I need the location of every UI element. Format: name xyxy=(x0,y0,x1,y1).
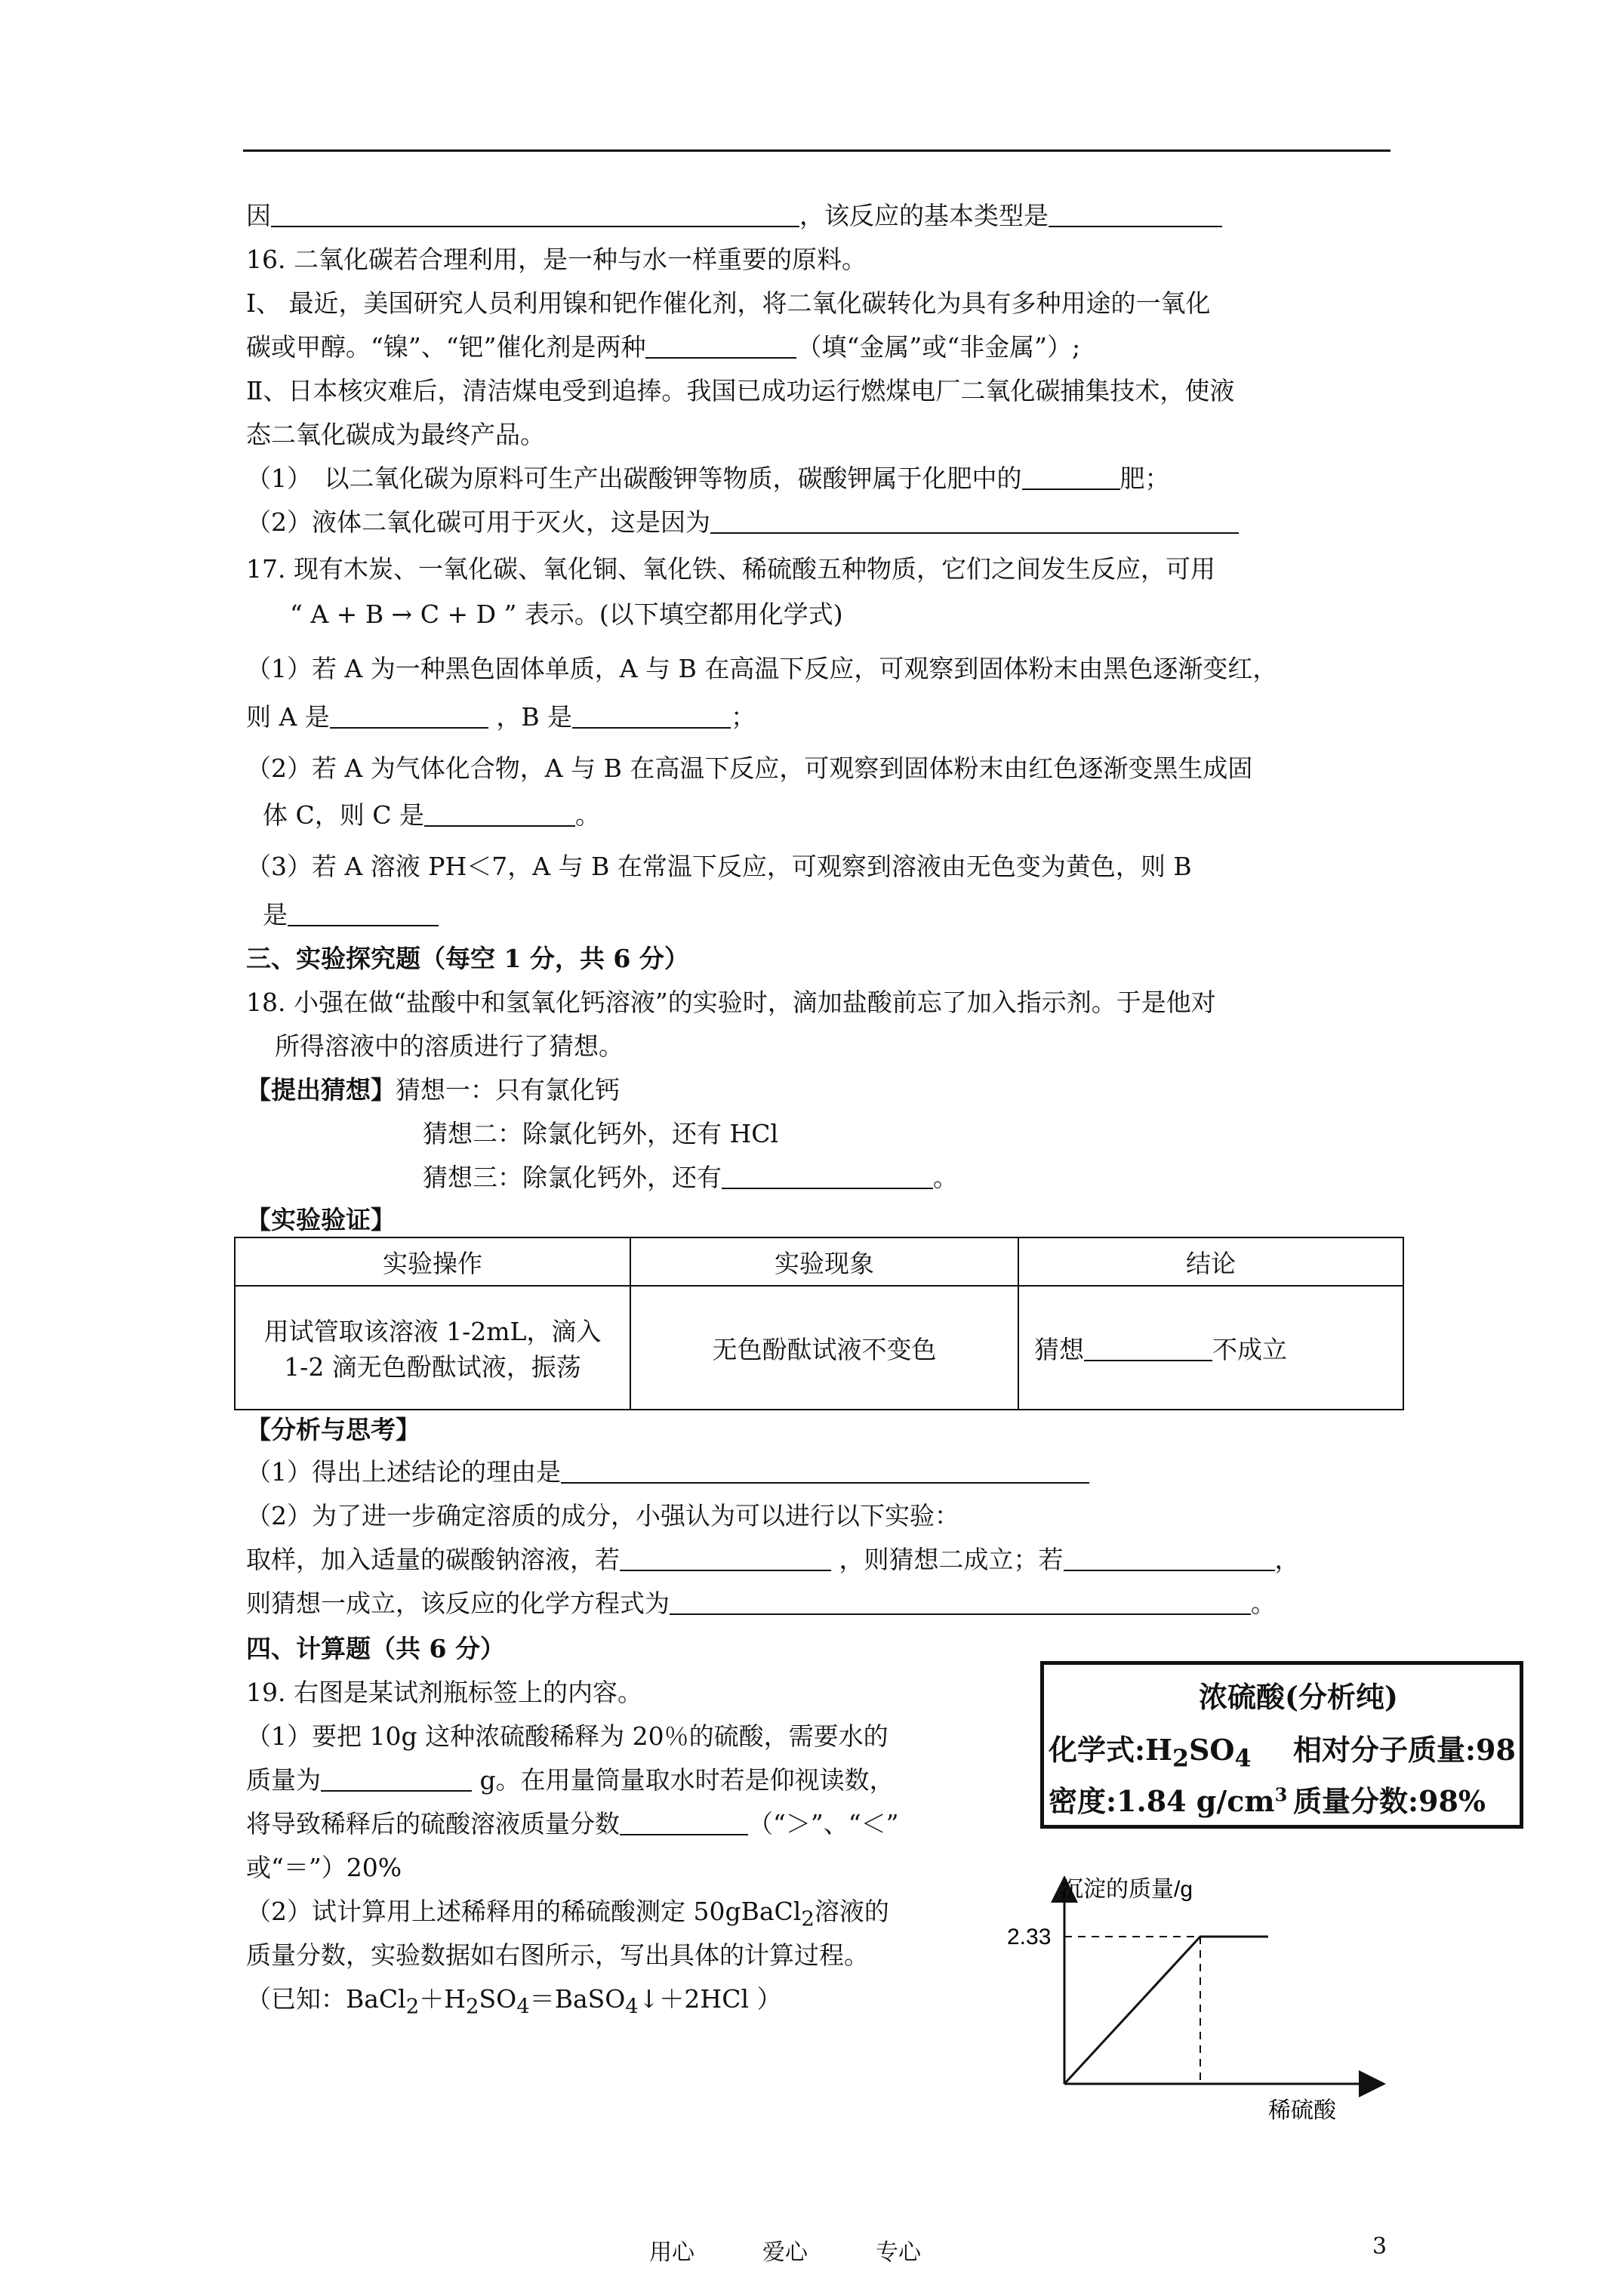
q18-verify-heading: 【实验验证】 xyxy=(246,1205,396,1234)
q16-part1-line1: Ⅰ、 最近，美国研究人员利用镍和钯作催化剂，将二氧化碳转化为具有多种用途的一氧化 xyxy=(246,288,1211,318)
reagent-label-fraction: 质量分数:98% xyxy=(1293,1784,1486,1818)
blank[interactable] xyxy=(645,331,796,359)
q18-hypothesis-3: 猜想三：除氯化钙外，还有 。 xyxy=(423,1163,958,1192)
series-line xyxy=(1064,1937,1268,2084)
blank[interactable] xyxy=(670,1588,1251,1615)
blank[interactable] xyxy=(722,1162,933,1189)
reagent-label xyxy=(1040,1661,1523,1829)
blank[interactable] xyxy=(710,507,1239,534)
q16-part1-line2: 碳或甲醇。“镍”、“钯”催化剂是两种 （填“金属”或“非金属”）; xyxy=(246,332,1081,362)
q16-part2-line2: 态二氧化碳成为最终产品。 xyxy=(246,420,545,449)
q19-sub1-line1: （1）要把 10g 这种浓硫酸稀释为 20％的硫酸，需要水的 xyxy=(246,1721,888,1751)
q17-sub2-line1: （2）若 A 为气体化合物，A 与 B 在高温下反应，可观察到固体粉末由红色逐渐变黑生成固 xyxy=(246,754,1253,783)
y-tick-label: 2.33 xyxy=(1007,1925,1052,1949)
q17-stem: 17. 现有木炭、一氧化碳、氧化铜、氧化铁、稀硫酸五种物质，它们之间发生反应，可用 xyxy=(246,554,1215,584)
reagent-label-density: 密度:1.84 $g/cm^3$ xyxy=(1049,1783,1288,1818)
blank[interactable] xyxy=(561,1456,1089,1484)
q17-formula: “ A + B → C + D ” 表示。(以下填空都用化学式) xyxy=(290,599,843,629)
q17-sub2-line2: 体 C，则 C 是 。 xyxy=(263,800,600,830)
footer-motto: 用心 爱心 专心 xyxy=(649,2239,921,2266)
q16-stem: 16. 二氧化碳若合理利用，是一种与水一样重要的原料。 xyxy=(246,245,867,274)
q18-hypothesis-2: 猜想二：除氯化钙外，还有 HCl xyxy=(423,1119,779,1148)
q18-analysis-2: （2）为了进一步确定溶质的成分，小强认为可以进行以下实验： xyxy=(246,1501,959,1530)
header-rule xyxy=(243,149,1390,152)
q19-sub1-line2: 质量为 g。在用量筒量取水时若是仰视读数， xyxy=(246,1765,895,1795)
reagent-label-title: 浓硫酸(分析纯) xyxy=(1199,1680,1398,1714)
table-header: 结论 xyxy=(1018,1237,1403,1286)
reagent-label-mass: 相对分子质量:98 xyxy=(1293,1733,1516,1767)
q19-sub2-line1: （2）试计算用上述稀释用的稀硫酸测定 50gBaCl$_2$溶液的 xyxy=(246,1897,889,1931)
blank[interactable] xyxy=(288,899,439,926)
q18-analysis-1: （1）得出上述结论的理由是 xyxy=(246,1456,1089,1489)
blank[interactable] xyxy=(1084,1334,1212,1361)
experiment-table xyxy=(234,1237,1404,1410)
q18-hypothesis-1: 【提出猜想】猜想一：只有氯化钙 xyxy=(246,1075,620,1105)
reagent-label-formula: 化学式$:H_2SO_4$ xyxy=(1049,1733,1252,1773)
y-axis-label: 沉淀的质量/g xyxy=(1061,1877,1193,1902)
q16-sub2: （2）液体二氧化碳可用于灭火，这是因为 xyxy=(246,506,1239,539)
x-axis-label: 稀硫酸 xyxy=(1268,2098,1336,2122)
q17-sub1-line1: （1）若 A 为一种黑色固体单质，A 与 B 在高温下反应，可观察到固体粉末由黑色逐渐变红， xyxy=(246,654,1278,683)
q18-analysis-heading: 【分析与思考】 xyxy=(246,1415,420,1444)
blank[interactable] xyxy=(321,1764,472,1792)
q19-known-equation: （已知：$BaCl_2+H_2SO_4=BaSO_4↓+2HCl$ ） xyxy=(246,1984,782,2019)
blank[interactable] xyxy=(1064,1544,1275,1571)
blank[interactable] xyxy=(1022,463,1120,490)
table-header: 实验现象 xyxy=(630,1237,1018,1286)
blank[interactable] xyxy=(271,200,799,227)
blank[interactable] xyxy=(620,1544,831,1571)
q18-analysis-4: 则猜想一成立，该反应的化学方程式为 。 xyxy=(246,1589,1276,1618)
q18-stem-line1: 18. 小强在做“盐酸中和氢氧化钙溶液”的实验时，滴加盐酸前忘了加入指示剂。于是他对 xyxy=(246,988,1216,1017)
blank[interactable] xyxy=(620,1808,748,1835)
page-number: 3 xyxy=(1372,2233,1387,2260)
blank[interactable] xyxy=(1049,200,1222,227)
blank[interactable] xyxy=(424,800,575,827)
q16-part2-line1: Ⅱ、日本核灾难后，清洁煤电受到追捧。我国已成功运行燃煤电厂二氧化碳捕集技术，使液 xyxy=(246,376,1235,405)
q15-tail: 因 ，该反应的基本类型是 xyxy=(246,199,1222,233)
table-header: 实验操作 xyxy=(235,1237,630,1286)
q19-sub1-line3: 将导致稀释后的硫酸溶液质量分数 （“＞”、“＜” xyxy=(246,1809,899,1838)
precipitate-chart xyxy=(996,1865,1389,2122)
q18-stem-line2: 所得溶液中的溶质进行了猜想。 xyxy=(275,1031,624,1061)
table-cell-operation: 用试管取该溶液 1-2mL，滴入 1-2 滴无色酚酞试液，振荡 xyxy=(235,1286,630,1410)
q19-stem: 19. 右图是某试剂瓶标签上的内容。 xyxy=(246,1678,642,1707)
q19-sub1-line4: 或“＝”）20% xyxy=(246,1853,402,1882)
blank[interactable] xyxy=(572,701,731,729)
table-cell-phenomenon: 无色酚酞试液不变色 xyxy=(630,1286,1018,1410)
q16-sub1: （1） 以二氧化碳为原料可生产出碳酸钾等物质，碳酸钾属于化肥中的 肥； xyxy=(246,464,1170,493)
q17-sub3-line2: 是 xyxy=(263,898,439,932)
section4-title: 四、计算题（共 6 分） xyxy=(246,1634,505,1663)
q19-sub2-line2: 质量分数，实验数据如右图所示，写出具体的计算过程。 xyxy=(246,1940,869,1970)
blank[interactable] xyxy=(330,701,488,729)
q18-analysis-3: 取样，加入适量的碳酸钠溶液，若 ，则猜想二成立；若 ， xyxy=(246,1545,1300,1574)
q17-sub1-line2: 则 A 是 ，B 是 ； xyxy=(246,702,756,732)
q17-sub3-line1: （3）若 A 溶液 PH＜7，A 与 B 在常温下反应，可观察到溶液由无色变为黄色，则 B xyxy=(246,852,1192,881)
section3-title: 三、实验探究题（每空 1 分，共 6 分） xyxy=(246,944,689,973)
table-cell-conclusion: 猜想 不成立 xyxy=(1018,1286,1403,1410)
